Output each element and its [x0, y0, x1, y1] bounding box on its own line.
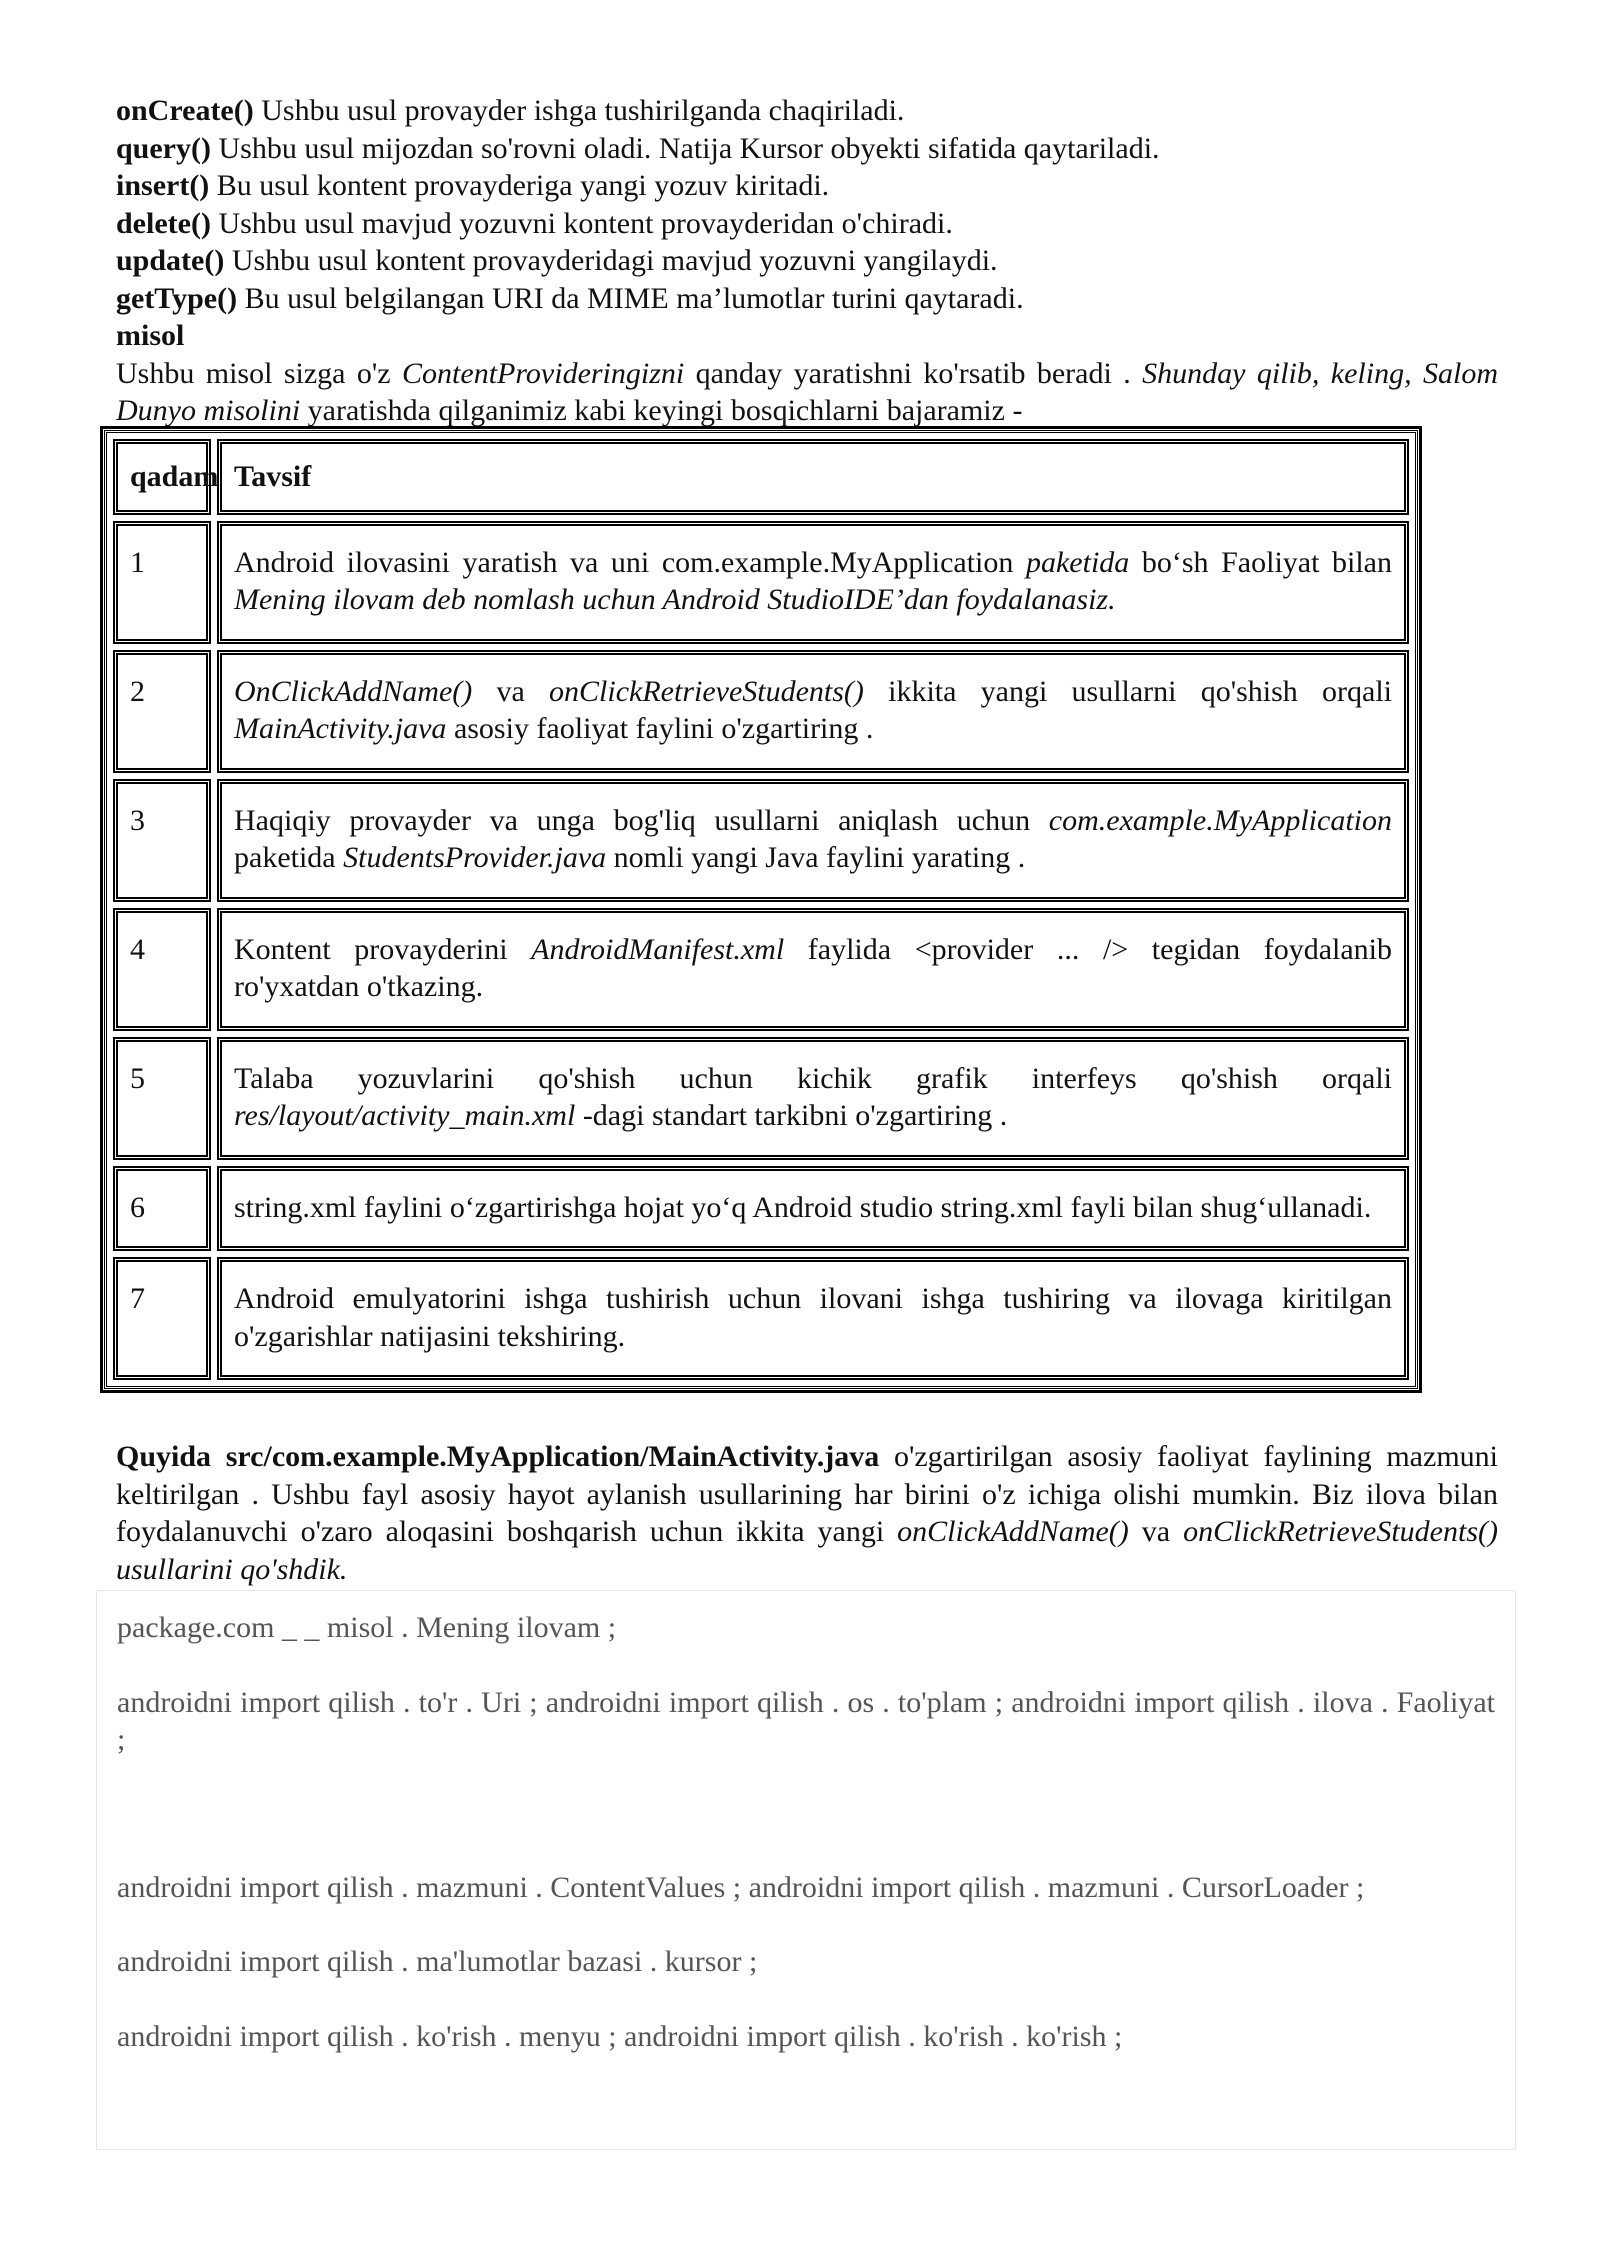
step-number: 5 [113, 1037, 211, 1160]
step-text: StudentsProvider.java [343, 841, 607, 874]
step-text: MainActivity.java [234, 712, 447, 745]
example-heading: misol [116, 319, 185, 352]
step-text: paketida [234, 841, 344, 874]
step-text: asosiy faoliyat faylini o'zgartiring . [446, 712, 874, 745]
step-text: Kontent provayderini [234, 932, 532, 966]
document-page [116, 92, 1498, 430]
table-row [113, 1257, 1409, 1380]
step-text: AndroidManifest.xml [531, 932, 785, 966]
method-name: query() [116, 131, 211, 165]
method-description: Bu usul belgilangan URI da MIME ma’lumotlar turini qaytaradi. [237, 281, 1024, 315]
step-text: OnClickAddName() [234, 674, 473, 708]
code-line-imports-4: androidni import qilish . ko'rish . menyu ; androidni import qilish . ko'rish . ko'rish ; [117, 2019, 1123, 2053]
method-name: delete() [116, 206, 211, 240]
method-name: getType() [116, 281, 238, 315]
method-description: Bu usul kontent provayderiga yangi yozuv kiritadi. [209, 169, 830, 202]
step-text: Android ilovasini yaratish va uni com.example.MyApplication [234, 545, 1026, 579]
step-description [217, 779, 1409, 902]
method-name: insert() [116, 169, 210, 202]
mainactivity-description [116, 1438, 1498, 1588]
step-text: Mening ilovam deb nomlash uchun Android StudioIDE’dan foydalanasiz. [234, 583, 1116, 616]
steps-table [104, 430, 1418, 1389]
code-line-package: package.com _ _ misol . Mening ilovam ; [117, 1611, 617, 1644]
code-line-imports-1: androidni import qilish . to'r . Uri ; androidni import qilish . os . to'plam ; androidni import qilish . ilova . Faoliyat ; [117, 1685, 1495, 1756]
step-text: Talaba yozuvlarini qo'shish uchun kichik grafik interfeys qo'shish orqali [234, 1061, 1392, 1095]
method-item [116, 280, 1498, 318]
column-header-description: Tavsif [217, 439, 1409, 515]
table-row [113, 779, 1409, 902]
step-text: Android emulyatorini ishga tushirish uchun ilovani ishga tushiring va ilovaga kiritilgan o'zgarishlar natijasini tekshiring. [234, 1282, 1392, 1353]
table-header-row [113, 439, 1409, 515]
step-text: faylida <provider ... /> tegidan foydalanib ro'yxatdan o'tkazing. [234, 932, 1393, 1003]
step-text: -dagi standart tarkibni o'zgartiring . [575, 1099, 1008, 1132]
step-text: Haqiqiy provayder va unga bog'liq usullarni aniqlash uchun [234, 803, 1049, 837]
method-description: Ushbu usul mijozdan so'rovni oladi. Natija Kursor obyekti sifatida qaytariladi. [210, 131, 1160, 165]
method-description: Ushbu usul provayder ishga tushirilganda chaqiriladi. [253, 94, 905, 127]
table-row [113, 521, 1409, 644]
step-text: onClickRetrieveStudents() [549, 674, 864, 708]
step-number: 2 [113, 650, 211, 773]
step-description [217, 1037, 1409, 1160]
step-text: string.xml faylini o‘zgartirishga hojat yo‘q Android studio string.xml fayli bilan shug‘ullanadi. [234, 1190, 1372, 1224]
method-item [116, 130, 1498, 168]
method-description: Ushbu usul mavjud yozuvni kontent provayderidan o'chiradi. [210, 206, 953, 240]
method-list [116, 92, 1498, 317]
step-number: 3 [113, 779, 211, 902]
step-number: 6 [113, 1166, 211, 1252]
code-block [96, 1590, 1516, 2150]
method-name: onCreate() [116, 94, 254, 127]
step-description [217, 650, 1409, 773]
table-row [113, 908, 1409, 1031]
method-item [116, 242, 1498, 280]
method-name: update() [116, 244, 225, 277]
step-text: com.example.MyApplication [1048, 803, 1392, 837]
code-line-imports-2: androidni import qilish . mazmuni . ContentValues ; androidni import qilish . mazmuni . CursorLoader ; [117, 1870, 1365, 1904]
step-text: va [472, 674, 550, 708]
step-description [217, 521, 1409, 644]
step-text: nomli yangi Java faylini yarating . [606, 841, 1026, 874]
table-row [113, 1037, 1409, 1160]
step-text: res/layout/activity_main.xml [234, 1099, 576, 1132]
method-item [116, 92, 1498, 130]
step-text: ikkita yangi usullarni qo'shish orqali [863, 674, 1392, 708]
step-number: 4 [113, 908, 211, 1031]
column-header-step: qadam [113, 439, 211, 515]
step-number: 1 [113, 521, 211, 644]
method-description: Ushbu usul kontent provayderidagi mavjud yozuvni yangilaydi. [224, 244, 998, 277]
table-row [113, 650, 1409, 773]
step-description [217, 1257, 1409, 1380]
step-text: paketida [1025, 545, 1130, 579]
step-number: 7 [113, 1257, 211, 1380]
intro-paragraph: Ushbu misol sizga o'z ContentProvideringizni qanday yaratishni ko'rsatib beradi . Shunday qilib, keling, Salom Dunyo misolini yaratishda qilganimiz kabi keyingi bosqichlarni bajaramiz - [116, 356, 1498, 427]
code-line-imports-3: androidni import qilish . ma'lumotlar bazasi . kursor ; [117, 1945, 758, 1978]
method-item [116, 167, 1498, 205]
method-item [116, 205, 1498, 243]
mainactivity-paragraph: Quyida src/com.example.MyApplication/MainActivity.java o'zgartirilgan asosiy faoliyat faylining mazmuni keltirilgan . Ushbu fayl asosiy hayot aylanish usullarining har birini o'z ichiga olishi mumkin. Biz ilova bilan foydalanuvchi o'zaro aloqasini boshqarish uchun ikkita yangi onClickAddName() va onClickRetrieveStudents() usullarini qo'shdik. [116, 1440, 1498, 1586]
table-row [113, 1166, 1409, 1252]
step-description [217, 908, 1409, 1031]
step-text: bo‘sh Faoliyat bilan [1129, 545, 1392, 579]
step-description [217, 1166, 1409, 1252]
